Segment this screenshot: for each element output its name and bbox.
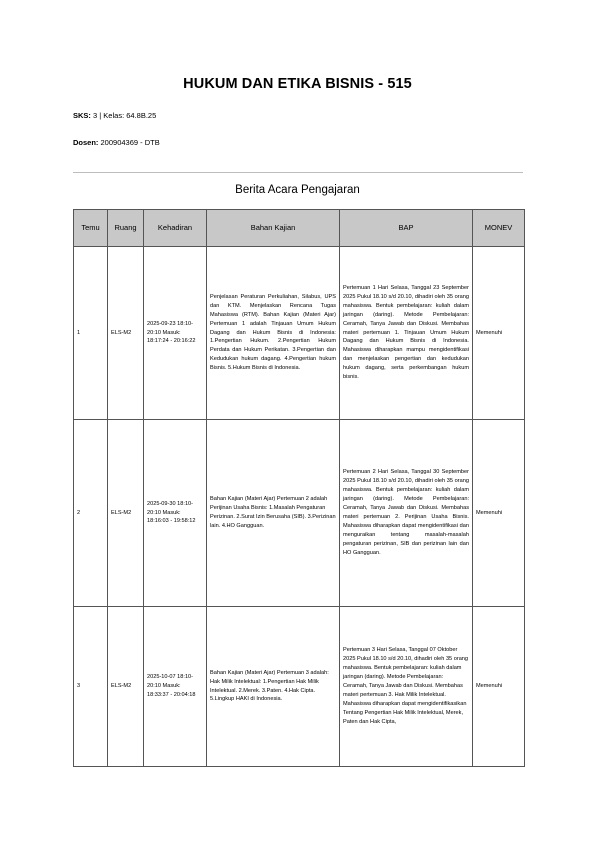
dosen-label: Dosen: — [73, 138, 99, 147]
cell-bap: Pertemuan 3 Hari Selasa, Tanggal 07 Oktober 2025 Pukul 18.10 s/d 20.10, dihadiri oleh 35 orang mahasiswa. Bentuk pembelajaran: kuliah dalam jaringan (daring). Metode Pembelajaran: Ceramah, Tanya Jawab dan Diskusi. Membahas materi pertemuan 3. Hak Milik Intelektual. Mahasiswa diharapkan dapat mengidentifikasikan Tentang Pengertian Hak Milik Intelektual, Merek, Paten dan Hak Cipta, — [340, 607, 473, 767]
dosen-value: 200904369 - DTB — [100, 138, 160, 147]
divider — [73, 172, 523, 173]
col-header-temu: Temu — [74, 210, 108, 247]
cell-bap: Pertemuan 2 Hari Selasa, Tanggal 30 September 2025 Pukul 18.10 s/d 20.10, dihadiri oleh 35 orang mahasiswa. Bentuk pembelajaran: kuliah dalam jaringan (daring). Metode Pembelajaran: Ceramah, Tanya Jawab dan Diskusi. Membahas materi pertemuan 2. Perijinan Usaha Bisnis. Mahasiswa diharapkan dapat mengidentifikasi dan menguraikan tentang masalah-masalah pengaturan perizinan, SIB dan perizinan lain dan HO Gangguan. — [340, 420, 473, 607]
col-header-monev: MONEV — [473, 210, 525, 247]
cell-kehadiran: 2025-09-30 18:10-20:10 Masuk: 18:16:03 - 19:58:12 — [144, 420, 207, 607]
cell-ruang: ELS-M2 — [108, 247, 144, 420]
col-header-bap: BAP — [340, 210, 473, 247]
sks-label: SKS: — [73, 111, 91, 120]
col-header-kehadiran: Kehadiran — [144, 210, 207, 247]
section-title: Berita Acara Pengajaran — [235, 184, 360, 196]
table-row — [74, 420, 525, 607]
cell-bahan-kajian: Penjelasan Peraturan Perkuliahan, Silabus, UPS dan KTM. Menjelaskan Rencana Tugas Mahasiswa (RTM). Bahan Kajian (Materi Ajar) Pertemuan 1 adalah Tinjauan Umum Hukum Dagang dan Hukum Bisnis di Indonesia: 1.Pengertian Hukum. 2.Pengertian Hukum Perdata dan Hukum Perikatan. 3.Pengertian dan Kedudukan hukum dagang. 4.Pengertian hukum Bisnis. 5.Hukum Bisnis di Indonesia. — [207, 247, 340, 420]
sks-kelas-value: 3 | Kelas: 64.8B.25 — [93, 111, 157, 120]
col-header-bahan-kajian: Bahan Kajian — [207, 210, 340, 247]
cell-ruang: ELS-M2 — [108, 607, 144, 767]
cell-monev: Memenuhi — [473, 420, 525, 607]
cell-kehadiran: 2025-09-23 18:10-20:10 Masuk: 18:17:24 - 20:16:22 — [144, 247, 207, 420]
table-header-row — [74, 210, 525, 247]
cell-kehadiran: 2025-10-07 18:10-20:10 Masuk: 18:33:37 - 20:04:18 — [144, 607, 207, 767]
cell-monev: Memenuhi — [473, 247, 525, 420]
table-row — [74, 247, 525, 420]
course-title: HUKUM DAN ETIKA BISNIS - 515 — [183, 76, 412, 92]
cell-monev: Memenuhi — [473, 607, 525, 767]
cell-temu: 3 — [74, 607, 108, 767]
sks-kelas-line — [73, 111, 156, 120]
table-row — [74, 607, 525, 767]
col-header-ruang: Ruang — [108, 210, 144, 247]
cell-bahan-kajian: Bahan Kajian (Materi Ajar) Pertemuan 2 adalah Perijinan Usaha Bisnis: 1.Masalah Pengaturan Perizinan. 2.Surat Izin Berusaha (SIB). 3.Perizinan lain. 4.HO Gangguan. — [207, 420, 340, 607]
cell-bahan-kajian: Bahan Kajian (Materi Ajar) Pertemuan 3 adalah: Hak Milik Intelektual: 1.Pengertian Hak Milik Intelektual. 2.Merek. 3.Paten. 4.Hak Cipta. 5.Lingkup HAKI di Indonesia. — [207, 607, 340, 767]
bap-table — [73, 209, 525, 767]
cell-bap: Pertemuan 1 Hari Selasa, Tanggal 23 September 2025 Pukul 18.10 s/d 20.10, dihadiri oleh 35 orang mahasiswa. Bentuk pembelajaran: kuliah dalam jaringan (daring). Metode Pembelajaran: Ceramah, Tanya Jawab dan Diskusi. Membahas materi pertemuan 1. Tinjauan Umum Hukum Dagang dan Hukum Bisnis di Indonesia. Mahasiswa diharapkan mampu mengidentifikasi dan menjelaskan pengertian dan kedudukan hukum dagang, serta perkembangan hukum bisnis. — [340, 247, 473, 420]
cell-ruang: ELS-M2 — [108, 420, 144, 607]
cell-temu: 2 — [74, 420, 108, 607]
dosen-line — [73, 138, 160, 147]
cell-temu: 1 — [74, 247, 108, 420]
